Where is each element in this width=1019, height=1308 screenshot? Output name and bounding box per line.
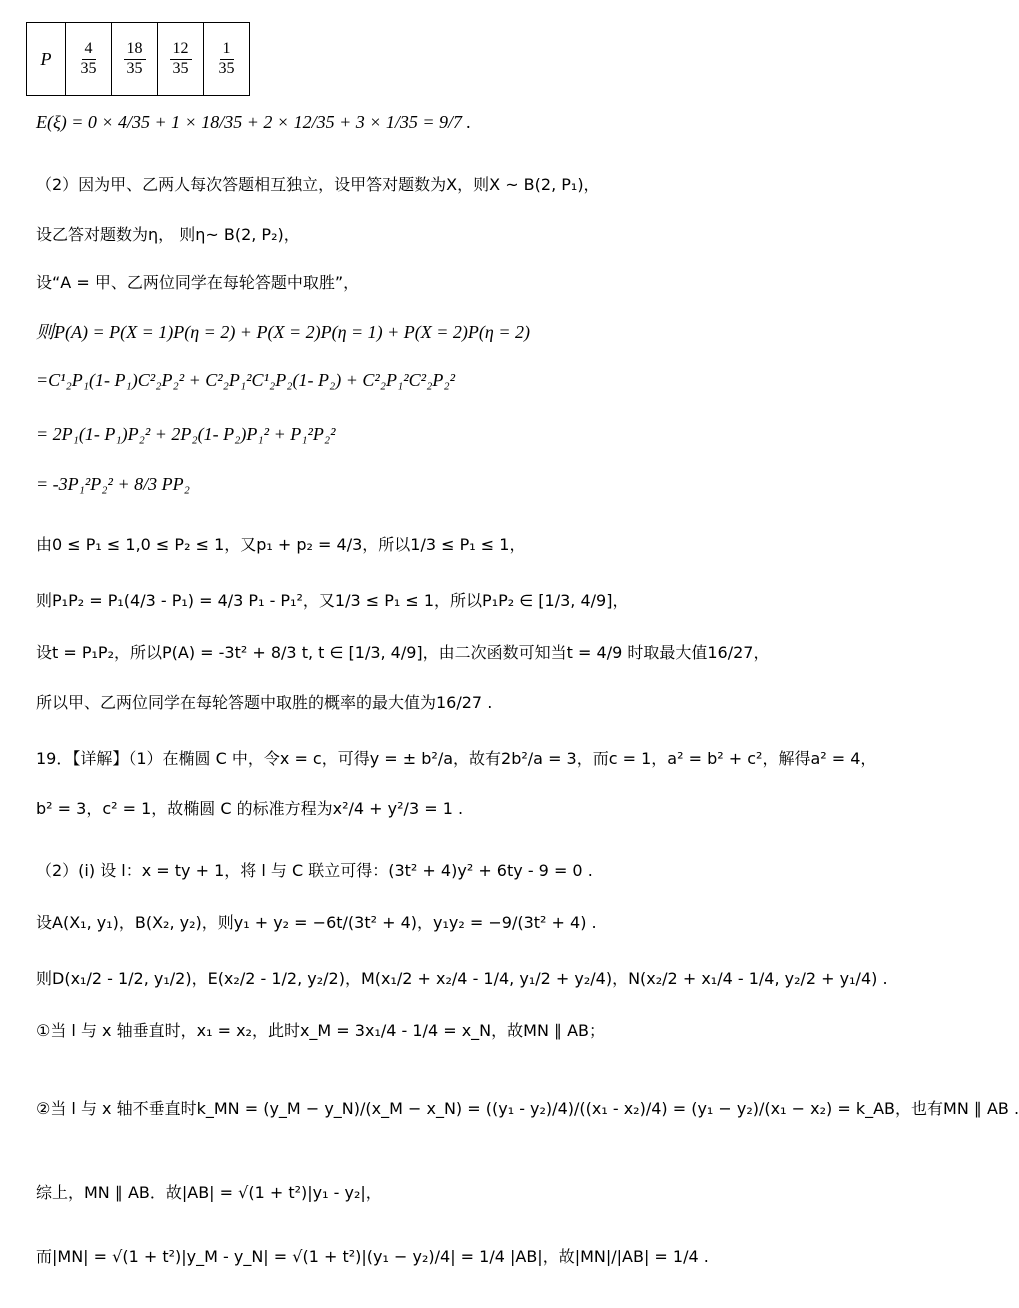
expectation-line: E(ξ) = 0 × 4/35 + 1 × 18/35 + 2 × 12/35 + 3 × 1/35 = 9/7 .: [36, 112, 472, 132]
table-head-p: P: [27, 23, 66, 96]
final-form: = -3P₁²P₂² + 8/3 PP₂: [36, 474, 190, 494]
case-vertical: ①当 l 与 x 轴垂直时，x₁ = x₂，此时x_M = 3x₁/4 - 1/4 = x_N，故MN ∥ AB；: [36, 1021, 606, 1040]
probability-sum: 则P(A) = P(X = 1)P(η = 2) + P(X = 2)P(η = 1) + P(X = 2)P(η = 2): [36, 322, 530, 342]
q19-part2-setup: （2）(i) 设 l：x = ty + 1，将 l 与 C 联立可得：(3t² + 4)y² + 6ty - 9 = 0 .: [36, 861, 593, 880]
vieta-formulas: 设A(X₁, y₁)，B(X₂, y₂)，则y₁ + y₂ = −6t/(3t² + 4)，y₁y₂ = −9/(3t² + 4) .: [36, 913, 597, 932]
midpoints: 则D(x₁/2 - 1/2, y₁/2)，E(x₂/2 - 1/2, y₂/2)，M(x₁/2 + x₂/4 - 1/4, y₁/2 + y₂/4)，N(x₂/2 + x₁/4 - 1/4, y₂/2 + y₁/4) .: [36, 969, 888, 988]
table-cell: $\frac{4}{35}$: [66, 23, 112, 96]
table-cell: $\frac{12}{35}$: [158, 23, 204, 96]
eta-distribution: 设乙答对题数为η， 则η~ B(2, P₂)，: [36, 225, 300, 244]
conclusion-part2: 所以甲、乙两位同学在每轮答题中取胜的概率的最大值为16/27 .: [36, 693, 493, 712]
simplified-expansion: = 2P₁(1- P₁)P₂² + 2P₂(1- P₂)P₁² + P₁²P₂²: [36, 424, 336, 444]
table-cell: $\frac{18}{35}$: [112, 23, 158, 96]
mn-ratio: 而|MN| = √(1 + t²)|y_M - y_N| = √(1 + t²)|(y₁ − y₂)/4| = 1/4 |AB|，故|MN|/|AB| = 1/4 .: [36, 1247, 709, 1266]
range-constraint: 由0 ≤ P₁ ≤ 1,0 ≤ P₂ ≤ 1，又p₁ + p₂ = 4/3，所以1/3 ≤ P₁ ≤ 1，: [36, 535, 526, 554]
part2-intro: （2）因为甲、乙两人每次答题相互独立，设甲答对题数为X，则X ~ B(2, P₁)，: [36, 175, 600, 194]
distribution-table: [26, 22, 250, 96]
product-range: 则P₁P₂ = P₁(4/3 - P₁) = 4/3 P₁ - P₁²，又1/3 ≤ P₁ ≤ 1，所以P₁P₂ ∈ [1/3, 4/9]，: [36, 591, 629, 610]
table-cell: $\frac{1}{35}$: [204, 23, 250, 96]
ab-length: 综上，MN ∥ AB．故|AB| = √(1 + t²)|y₁ - y₂|，: [36, 1183, 382, 1202]
combination-expansion: =C¹₂P₁(1- P₁)C²₂P₂² + C²₂P₁²C¹₂P₂(1- P₂) + C²₂P₁²C²₂P₂²: [36, 370, 455, 390]
event-definition: 设“A = 甲、乙两位同学在每轮答题中取胜”，: [36, 273, 360, 292]
quadratic-max: 设t = P₁P₂，所以P(A) = -3t² + 8/3 t, t ∈ [1/3, 4/9]，由二次函数可知当t = 4/9 时取最大值16/27，: [36, 643, 770, 662]
ellipse-equation: b² = 3，c² = 1，故椭圆 C 的标准方程为x²/4 + y²/3 = 1 .: [36, 799, 464, 818]
case-non-vertical: ②当 l 与 x 轴不垂直时k_MN = (y_M − y_N)/(x_M − x_N) = ((y₁ - y₂)/4)/((x₁ - x₂)/4) = (y₁ − y₂)/(x₁ − x₂) = k_AB，也有MN ∥ AB .: [36, 1099, 1019, 1118]
q19-part1: 19．【详解】（1）在椭圆 C 中，令x = c，可得y = ± b²/a，故有2b²/a = 3，而c = 1，a² = b² + c²，解得a² = 4，: [36, 749, 877, 768]
